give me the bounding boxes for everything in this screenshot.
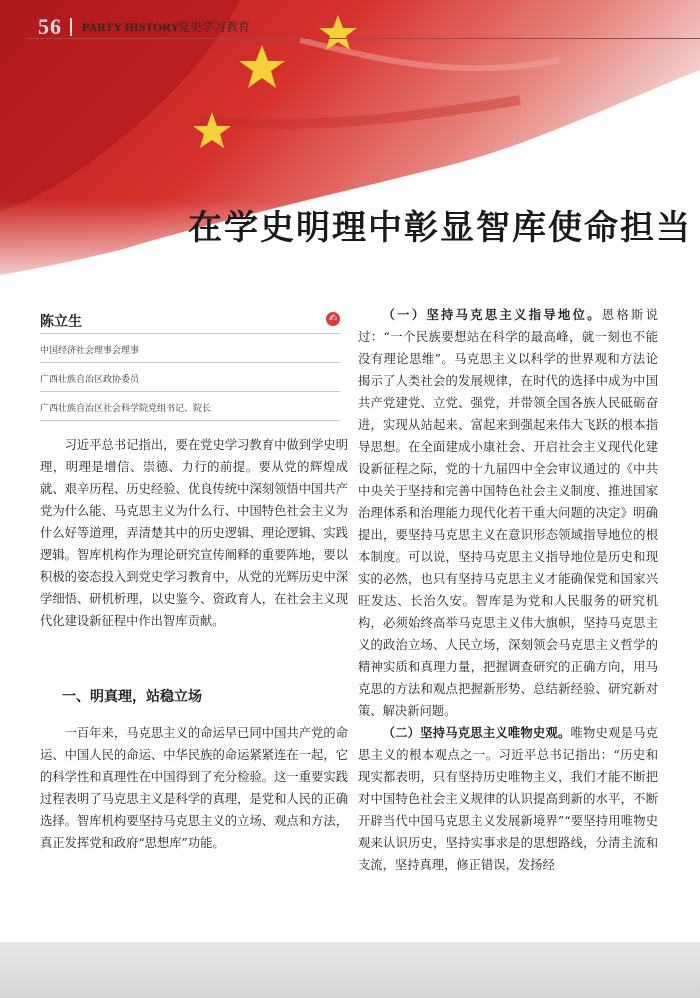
subsection-text: 唯物史观是马克思主义的根本观点之一。习近平总书记指出：“历史和现实都表明，只有坚持历史唯物主义，我们才能不断把对中国特色社会主义规律的认识提高到新的水平，不断开辟当代中国马克思主义发展新境界”“要坚持用唯物史观来认识历史，坚持实事求是的思想路线，分清主流和支流，坚持真理，修正错误，发扬经	[358, 726, 658, 872]
scan-bottom-edge	[0, 942, 700, 998]
article-title: 在学史明理中彰显智库使命担当	[188, 208, 692, 248]
author-divider	[40, 391, 340, 392]
section-label-en: PARTY HISTORY	[82, 20, 180, 34]
subsection-heading: （一）坚持马克思主义指导地位。	[382, 308, 602, 322]
subsection-paragraph	[358, 722, 658, 876]
author-divider	[40, 420, 340, 421]
subsection-paragraph	[358, 304, 658, 722]
flag-banner	[0, 0, 700, 300]
body-paragraph: 一百年来，马克思主义的命运早已同中国共产党的命运、中国人民的命运、中华民族的命运紧紧连在一起，它的科学性和真理性在中国得到了充分检验。这一重要实践过程表明了马克思主义是科学的真理，是党和人民的正确选择。智库机构要坚持马克思主义的立场、观点和方法，真正发挥党和政府“思想库”功能。	[40, 726, 348, 850]
author-badge-icon: ✍	[326, 312, 340, 326]
intro-paragraph: 习近平总书记指出，要在党史学习教育中做到学史明理，明理是增信、崇德、力行的前提。要从党的辉煌成就、艰辛历程、历史经验、优良传统中深刻领悟中国共产党为什么能、马克思主义为什么行、中国特色社会主义为什么好等道理，弄清楚其中的历史逻辑、理论逻辑、实践逻辑。智库机构作为理论研究宣传阐释的重要阵地，要以积极的姿态投入到党史学习教育中，从党的光辉历史中深学细悟、研机析理，以史鉴今、资政育人，在社会主义现代化建设新征程中作出智库贡献。	[40, 438, 348, 628]
page-number: 56	[38, 14, 62, 39]
author-title: 广西壮族自治区政协委员	[40, 375, 140, 385]
author-name: 陈立生	[40, 314, 82, 330]
header-rule	[26, 38, 700, 39]
section-label-cn: 党史学习教育	[178, 20, 251, 34]
header-separator	[70, 18, 72, 36]
author-title: 中国经济社会理事会理事	[40, 346, 140, 356]
author-divider	[40, 333, 340, 334]
subsection-text: 恩格斯说过：“一个民族要想站在科学的最高峰，就一刻也不能没有理论思维”。马克思主义以科学的世界观和方法论揭示了人类社会的发展规律，在时代的选择中成为中国共产党建党、立党、强党，并带领全国各族人民砥砺奋进，实现从站起来、富起来到强起来伟大飞跃的根本指导思想。在全面建成小康社会、开启社会主义现代化建设新征程之际，党的十九届四中全会审议通过的《中共中央关于坚持和完善中国特色社会主义制度、推进国家治理体系和治理能力现代化若干重大问题的决定》明确提出，要坚持马克思主义在意识形态领域指导地位的根本制度。可以说，坚持马克思主义指导地位是历史和现实的必然，也只有坚持马克思主义才能确保党和国家兴旺发达、长治久安。智库是为党和人民服务的研究机构，必须始终高举马克思主义伟大旗帜，坚持马克思主义的政治立场、人民立场，深刻领会马克思主义哲学的精神实质和真理力量，把握调查研究的正确方向，用马克思的方法和观点把握新形势、总结新经验、研究新对策、解决新问题。	[358, 308, 658, 718]
red-flag-illustration	[0, 0, 700, 300]
section-heading: 一、明真理，站稳立场	[62, 689, 202, 705]
subsection-heading: （二）坚持马克思主义唯物史观。	[382, 726, 571, 740]
author-divider	[40, 362, 340, 363]
author-title: 广西壮族自治区社会科学院党组书记、院长	[40, 404, 212, 414]
